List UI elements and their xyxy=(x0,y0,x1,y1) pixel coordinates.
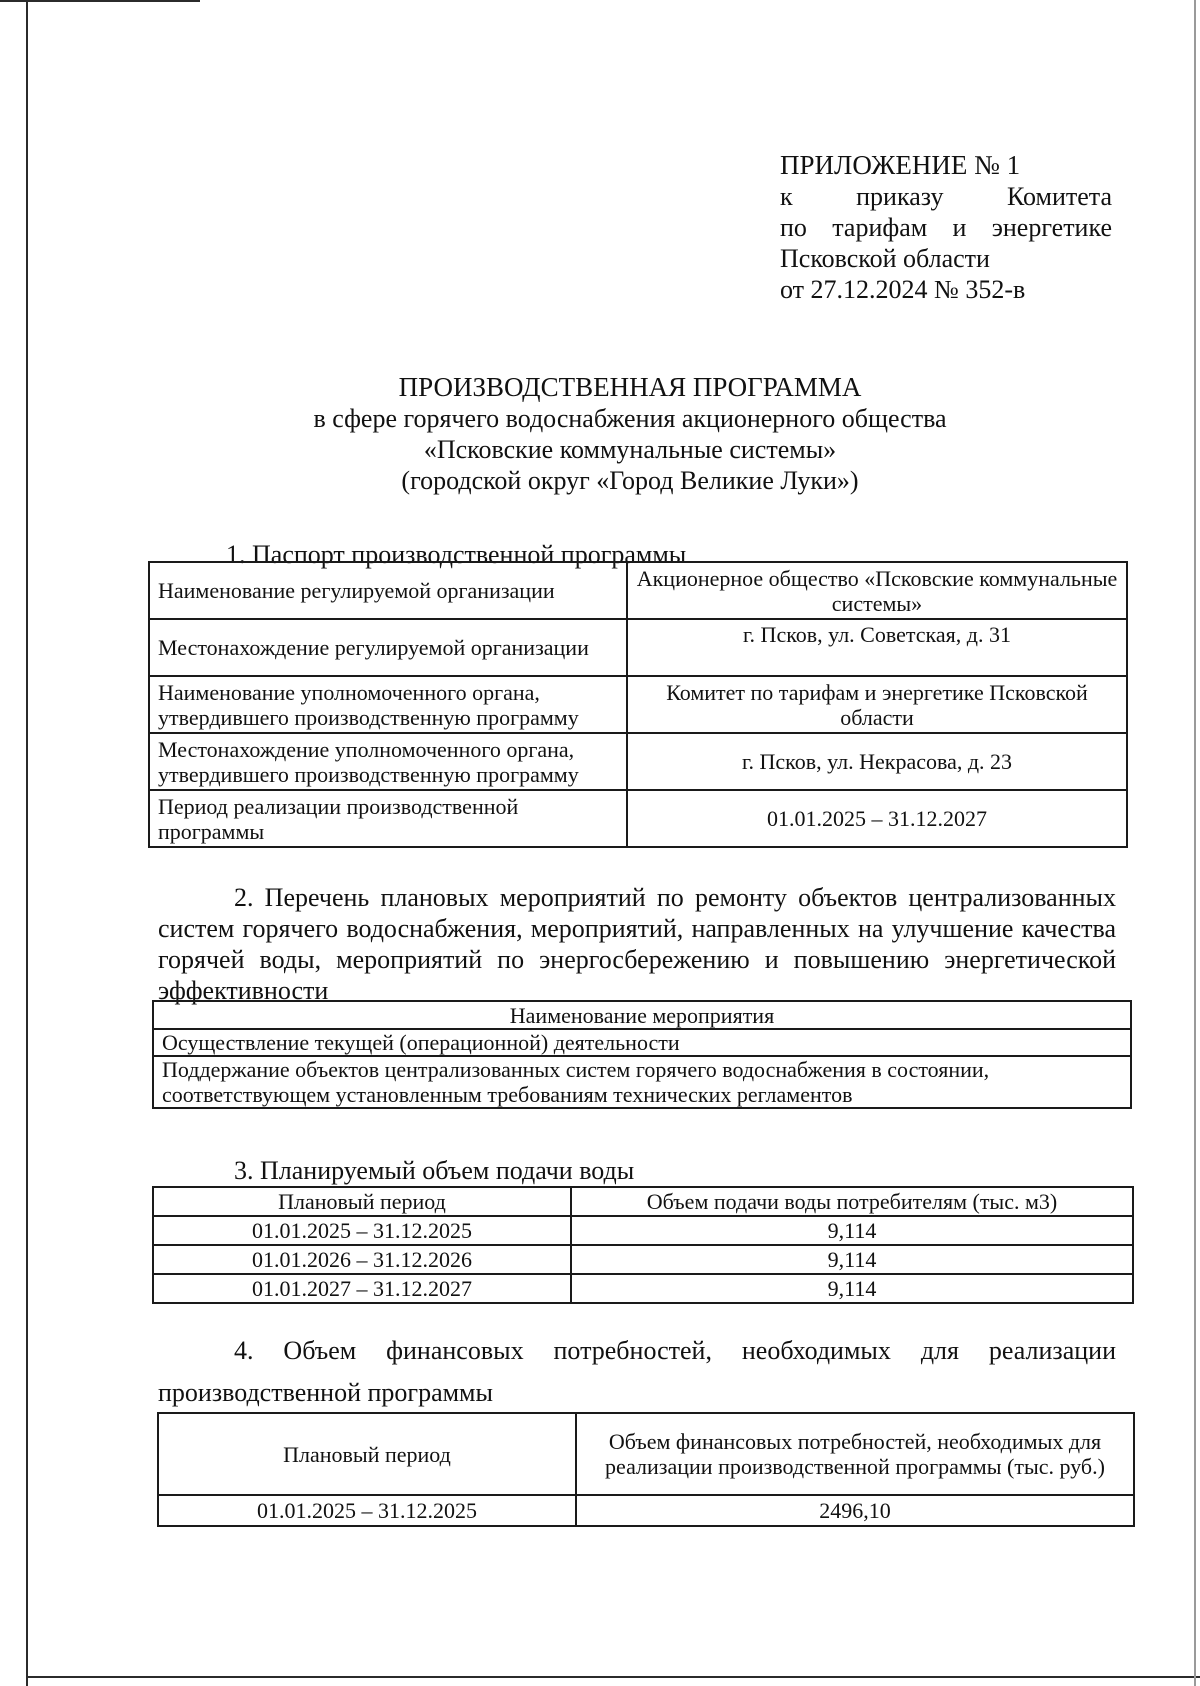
passport-value: Комитет по тарифам и энергетике Псковской области xyxy=(627,676,1127,733)
passport-value: г. Псков, ул. Некрасова, д. 23 xyxy=(627,733,1127,790)
table-row xyxy=(153,1216,1133,1245)
table-row xyxy=(149,619,1127,676)
scan-edge-left xyxy=(26,0,28,1686)
table-row xyxy=(153,1274,1133,1303)
appendix-line-4: от 27.12.2024 № 352-в xyxy=(780,275,1026,304)
table-row xyxy=(153,1245,1133,1274)
scan-edge-right xyxy=(1194,0,1196,1686)
amount-column-header: Объем финансовых потребностей, необходимых для реализации производственной программы (тыс. руб.) xyxy=(576,1413,1134,1495)
passport-label: Период реализации производственной программы xyxy=(149,790,627,847)
passport-table xyxy=(148,561,1128,848)
document-subtitle-3: (городской округ «Город Великие Луки») xyxy=(401,466,859,495)
period-cell: 01.01.2025 – 31.12.2025 xyxy=(158,1495,576,1526)
table-row xyxy=(153,1056,1131,1108)
passport-label: Наименование уполномоченного органа, утвердившего производственную программу xyxy=(149,676,627,733)
volume-cell: 9,114 xyxy=(571,1245,1133,1274)
section-3-title: 3. Планируемый объем подачи воды xyxy=(234,1156,635,1185)
document-title: ПРОИЗВОДСТВЕННАЯ ПРОГРАММА xyxy=(398,372,862,402)
document-header xyxy=(150,372,1110,496)
appendix-line-3: Псковской области xyxy=(780,244,990,273)
amount-cell: 2496,10 xyxy=(576,1495,1134,1526)
passport-value: г. Псков, ул. Советская, д. 31 xyxy=(627,619,1127,676)
scan-edge-top xyxy=(0,0,200,2)
water-volume-table xyxy=(152,1186,1134,1304)
measure-item: Осуществление текущей (операционной) деятельности xyxy=(153,1029,1131,1056)
table-header-row xyxy=(153,1001,1131,1029)
scan-edge-bottom xyxy=(28,1676,1200,1678)
section-2-title: 2. Перечень плановых мероприятий по ремонту объектов централизованных систем горячего водоснабжения, мероприятий, направленных на улучшение качества горячей воды, мероприятий по энергосбережению и повышению энергетической эффективности xyxy=(158,883,1116,1005)
section-1-title: 1. Паспорт производственной программы xyxy=(226,540,687,569)
table-row xyxy=(149,733,1127,790)
passport-label: Местонахождение регулируемой организации xyxy=(149,619,627,676)
table-header-row xyxy=(153,1187,1133,1216)
volume-cell: 9,114 xyxy=(571,1216,1133,1245)
measures-column-header: Наименование мероприятия xyxy=(153,1001,1131,1029)
table-header-row xyxy=(158,1413,1134,1495)
appendix-block xyxy=(780,150,1112,305)
table-row xyxy=(149,562,1127,619)
table-row xyxy=(158,1495,1134,1526)
passport-label: Местонахождение уполномоченного органа, утвердившего производственную программу xyxy=(149,733,627,790)
period-column-header: Плановый период xyxy=(158,1413,576,1495)
table-row xyxy=(149,676,1127,733)
volume-column-header: Объем подачи воды потребителям (тыс. м3) xyxy=(571,1187,1133,1216)
measure-item: Поддержание объектов централизованных систем горячего водоснабжения в состоянии, соответствующем установленным требованиям технических регламентов xyxy=(153,1056,1131,1108)
period-column-header: Плановый период xyxy=(153,1187,571,1216)
appendix-line-1: к приказу Комитета xyxy=(780,182,1112,211)
appendix-line-2: по тарифам и энергетике xyxy=(780,213,1112,242)
section-4-title: 4. Объем финансовых потребностей, необходимых для реализации производственной программы xyxy=(158,1336,1116,1407)
period-cell: 01.01.2025 – 31.12.2025 xyxy=(153,1216,571,1245)
passport-label: Наименование регулируемой организации xyxy=(149,562,627,619)
document-subtitle-1: в сфере горячего водоснабжения акционерного общества xyxy=(313,404,947,433)
financial-needs-table xyxy=(157,1412,1135,1527)
passport-value: 01.01.2025 – 31.12.2027 xyxy=(627,790,1127,847)
period-cell: 01.01.2027 – 31.12.2027 xyxy=(153,1274,571,1303)
table-row xyxy=(149,790,1127,847)
volume-cell: 9,114 xyxy=(571,1274,1133,1303)
table-row xyxy=(153,1029,1131,1056)
document-subtitle-2: «Псковские коммунальные системы» xyxy=(423,435,837,464)
period-cell: 01.01.2026 – 31.12.2026 xyxy=(153,1245,571,1274)
passport-value: Акционерное общество «Псковские коммунальные системы» xyxy=(627,562,1127,619)
appendix-title: ПРИЛОЖЕНИЕ № 1 xyxy=(780,150,1021,180)
measures-table xyxy=(152,1000,1132,1109)
